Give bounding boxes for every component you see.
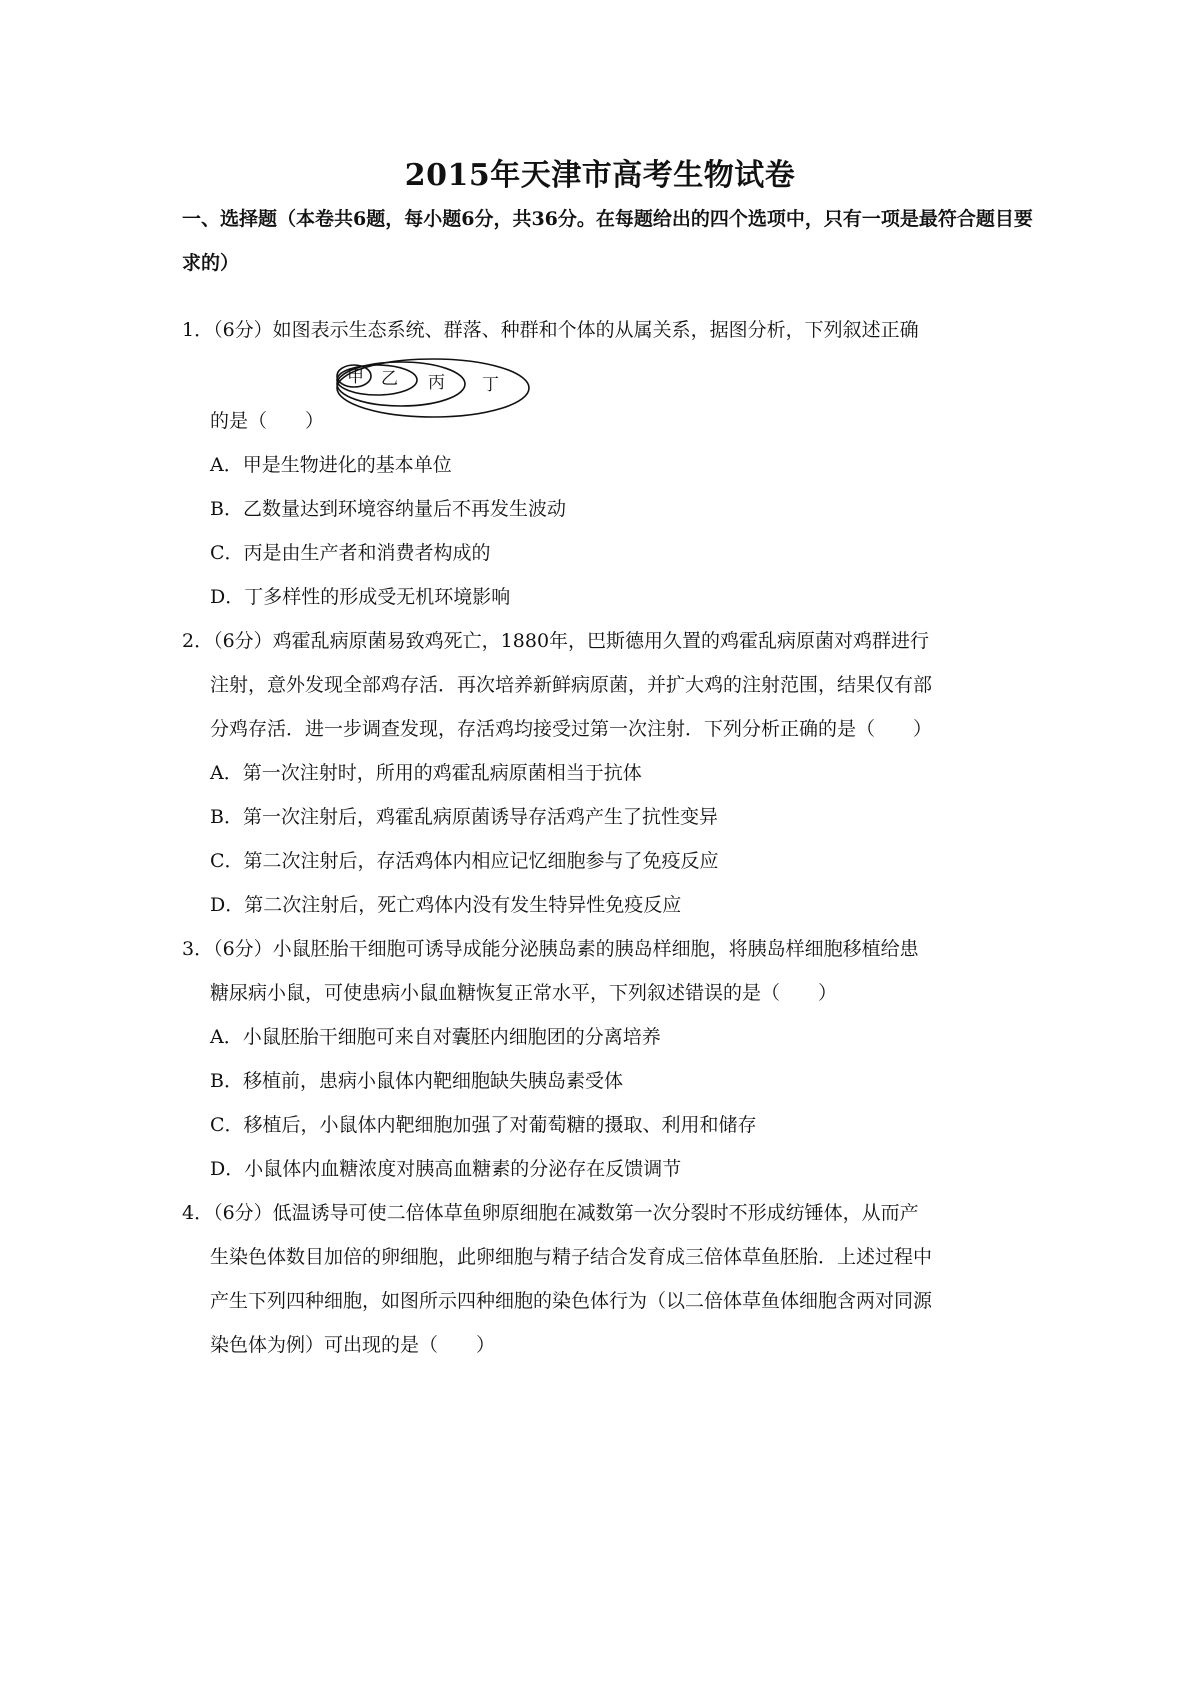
question-1-option-a: A．甲是生物进化的基本单位 (210, 454, 452, 476)
question-2-line-3: 分鸡存活．进一步调查发现，存活鸡均接受过第一次注射．下列分析正确的是（ ） (210, 718, 933, 740)
diagram-label-yi: 乙 (381, 369, 398, 389)
question-2-line-1: 2．（6分）鸡霍乱病原菌易致鸡死亡，1880年，巴斯德用久置的鸡霍乱病原菌对鸡群进行 (182, 630, 930, 652)
question-4-line-1: 4．（6分）低温诱导可使二倍体草鱼卵原细胞在减数第一次分裂时不形成纺锤体，从而产 (182, 1202, 919, 1224)
question-4-line-3: 产生下列四种细胞，如图所示四种细胞的染色体行为（以二倍体草鱼体细胞含两对同源 (210, 1290, 933, 1312)
question-2-option-b: B．第一次注射后，鸡霍乱病原菌诱导存活鸡产生了抗性变异 (210, 806, 718, 828)
question-3-option-b: B．移植前，患病小鼠体内靶细胞缺失胰岛素受体 (210, 1070, 623, 1092)
question-1-option-c: C．丙是由生产者和消费者构成的 (210, 542, 491, 564)
page-title: 2015年天津市高考生物试卷 (404, 158, 796, 193)
nested-ellipse-diagram (336, 358, 536, 418)
section-heading: 一、选择题（本卷共6题，每小题6分，共36分。在每题给出的四个选项中，只有一项是最符合题目要求的） (182, 208, 1033, 274)
diagram-label-jia: 甲 (347, 367, 364, 387)
diagram-label-ding: 丁 (482, 375, 499, 395)
question-3-option-d: D．小鼠体内血糖浓度对胰高血糖素的分泌存在反馈调节 (210, 1158, 682, 1180)
question-1-option-b: B．乙数量达到环境容纳量后不再发生波动 (210, 498, 566, 520)
diagram-label-bing: 丙 (428, 373, 445, 393)
question-1-line-2: 的是（ ） (210, 410, 325, 432)
question-2-option-d: D．第二次注射后，死亡鸡体内没有发生特异性免疫反应 (210, 894, 682, 916)
question-2-option-a: A．第一次注射时，所用的鸡霍乱病原菌相当于抗体 (210, 762, 642, 784)
question-3-line-1: 3．（6分）小鼠胚胎干细胞可诱导成能分泌胰岛素的胰岛样细胞，将胰岛样细胞移植给患 (182, 938, 919, 960)
question-3-line-2: 糖尿病小鼠，可使患病小鼠血糖恢复正常水平，下列叙述错误的是（ ） (210, 982, 838, 1004)
question-3-option-c: C．移植后，小鼠体内靶细胞加强了对葡萄糖的摄取、利用和储存 (210, 1114, 757, 1136)
question-2-option-c: C．第二次注射后，存活鸡体内相应记忆细胞参与了免疫反应 (210, 850, 719, 872)
question-4-line-4: 染色体为例）可出现的是（ ） (210, 1334, 496, 1356)
question-4-line-2: 生染色体数目加倍的卵细胞，此卵细胞与精子结合发育成三倍体草鱼胚胎．上述过程中 (210, 1246, 933, 1268)
question-3-option-a: A．小鼠胚胎干细胞可来自对囊胚内细胞团的分离培养 (210, 1026, 661, 1048)
question-1-option-d: D．丁多样性的形成受无机环境影响 (210, 586, 511, 608)
question-1-line-1: 1．（6分）如图表示生态系统、群落、种群和个体的从属关系，据图分析，下列叙述正确 (182, 319, 919, 341)
question-2-line-2: 注射，意外发现全部鸡存活．再次培养新鲜病原菌，并扩大鸡的注射范围，结果仅有部 (210, 674, 933, 696)
